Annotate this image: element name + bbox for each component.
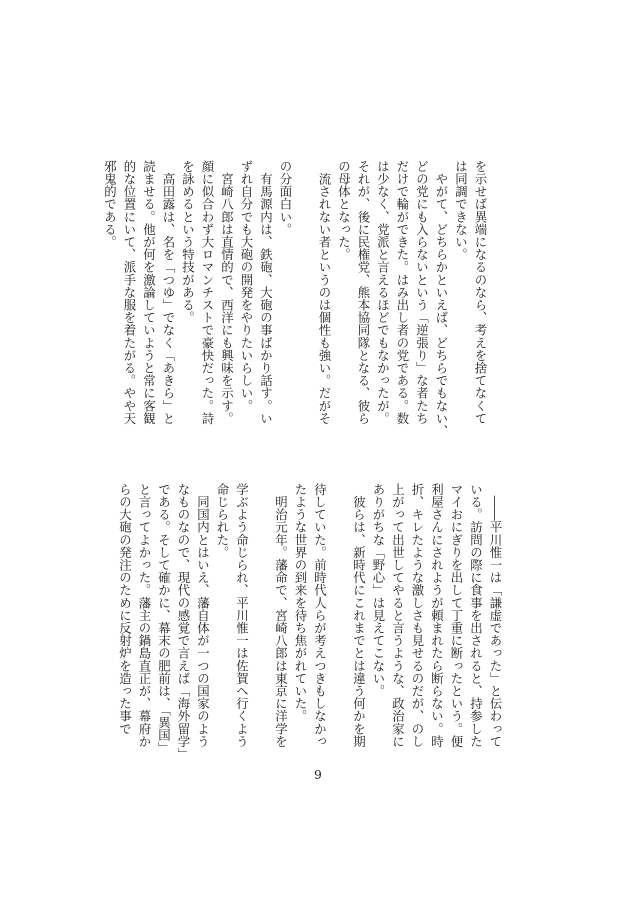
text-line: それが、後に民権党、熊本協同隊となる、彼ら xyxy=(356,160,371,425)
text-line: 同国内とはいえ、藩自体が一つの国家のよう xyxy=(195,483,211,748)
text-line: いる。訪問の際に食事を出されると、持参した xyxy=(468,483,484,748)
text-line: 邪鬼的である。 xyxy=(102,160,118,249)
text-line: 彼らは、新時代にこれまでとは違う何かを期 xyxy=(351,483,367,748)
text-line: 上がって出世してやると言うような、政治家に xyxy=(390,483,406,748)
text-line: ずれ自分でも大砲の開発をやりたいらしい。 xyxy=(239,160,254,412)
text-line: 学ぶよう命じられ、平川惟一は佐賀へ行くよう xyxy=(234,483,250,748)
text-line: は少なく、党派と言えるほどでもなかったが。 xyxy=(375,160,391,425)
upper-text-block xyxy=(100,160,490,438)
text-line: やがて、どちらかといえば、どちらでもない、 xyxy=(434,160,449,438)
text-line: は同調できない。 xyxy=(453,160,469,261)
text-line: 命じられた。 xyxy=(215,483,230,559)
text-line: 折、キレたような激しさも見せるのだが、のし xyxy=(410,483,425,748)
text-line: 高田露は、名を「つゆ」でなく「あきら」と xyxy=(161,160,176,425)
text-line: たような世界の到来を待ち焦がれていた。 xyxy=(293,483,308,723)
text-line: 明治元年。藩命で、宮崎八郎は東京に洋学を xyxy=(273,483,289,748)
page-number: 9 xyxy=(314,768,323,782)
text-line: ――平川惟一は「謙虚であった」と伝わって xyxy=(488,483,503,748)
text-line: を詠めるという特技がある。 xyxy=(180,160,196,324)
text-line: と言ってよかった。藩主の鍋島直正が、幕府か xyxy=(137,483,152,748)
text-line: なものなので、現代の感覚で言えば「海外留学」 xyxy=(176,483,191,761)
text-line: ありがちな「野心」は見えてこない。 xyxy=(371,483,386,698)
text-line: らの大砲の発注のために反射炉を造った事で xyxy=(117,483,133,735)
lower-text-block xyxy=(115,483,505,761)
text-line: の母体となった。 xyxy=(336,160,352,261)
text-line: 読ませる。他が何を激論していようと常に客観 xyxy=(141,160,157,425)
text-line: を示せば異端になるのなら、考えを捨てなくて xyxy=(473,160,488,425)
text-line: である。そして確かに、幕末の肥前は、「異国」 xyxy=(156,483,172,754)
text-line: だけで輪ができた。はみ出し者の党である。数 xyxy=(395,160,410,425)
text-line: 有馬源内は、鉄砲、大砲の事ばかり話す。い xyxy=(258,160,274,425)
text-line: 顔に似合わず大ロマンチストで豪快だった。詩 xyxy=(200,160,215,425)
text-line: 的な位置にいて、派手な服を着たがる。やや天 xyxy=(122,160,137,425)
text-line: 流されない者というのは個性も強い。だがそ xyxy=(317,160,332,425)
text-line: どの党にも入らないという「逆張り」な者たち xyxy=(414,160,430,425)
text-line: 利屋さんにされようが頼まれたら断らない。時 xyxy=(429,483,445,748)
text-line: の分面白い。 xyxy=(278,160,293,236)
text-line: マイおにぎりを出して丁重に断ったという。便 xyxy=(449,483,464,748)
text-line: 宮崎八郎は直情的で、西洋にも興味を示す。 xyxy=(219,160,235,425)
text-line: 待していた。前時代人らが考えつきもしなかっ xyxy=(312,483,328,748)
